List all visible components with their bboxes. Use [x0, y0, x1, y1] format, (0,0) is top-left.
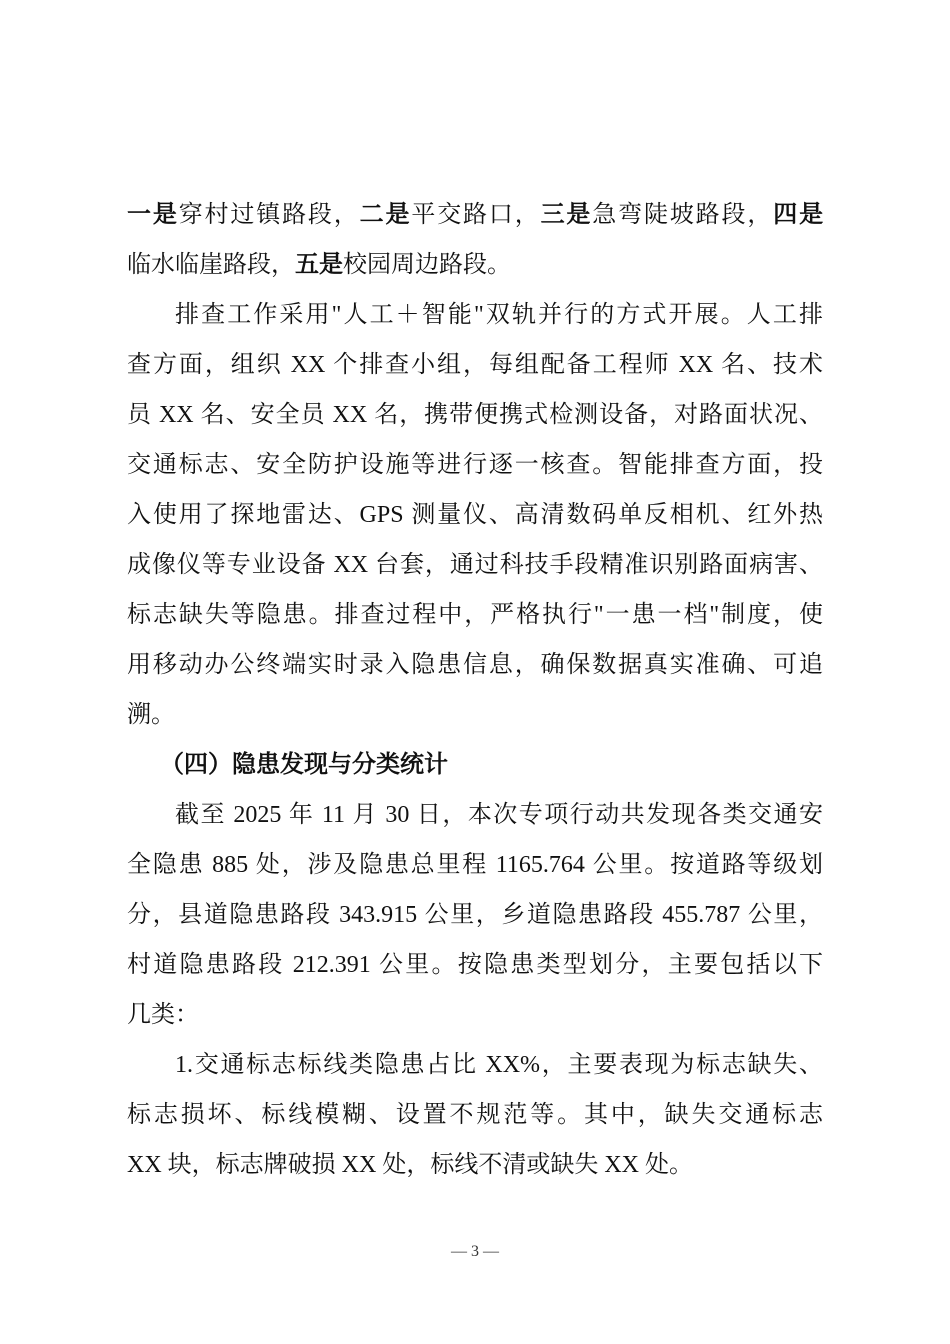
paragraph-line: 标志损坏、标线模糊、设置不规范等。其中，缺失交通标志 [127, 1102, 823, 1128]
paragraph-line: 交通标志、安全防护设施等进行逐一核查。智能排查方面，投 [127, 452, 823, 478]
bold-lead: 四是 [773, 202, 824, 228]
document-body [127, 190, 823, 1190]
paragraph-line: 溯。 [127, 702, 175, 728]
paragraph-line: 入使用了探地雷达、GPS 测量仪、高清数码单反相机、红外热 [127, 502, 823, 528]
paragraph-line: 员 XX 名、安全员 XX 名，携带便携式检测设备，对路面状况、 [127, 402, 823, 428]
text: 急弯陡坡路段， [592, 202, 774, 228]
bold-lead: 一是 [127, 202, 179, 228]
paragraph-line [127, 240, 823, 290]
paragraph-line: XX 块，标志牌破损 XX 处，标线不清或缺失 XX 处。 [127, 1152, 693, 1178]
paragraph-line: 用移动办公终端实时录入隐患信息，确保数据真实准确、可追 [127, 652, 823, 678]
paragraph-line: 村道隐患路段 212.391 公里。按隐患类型划分，主要包括以下 [127, 952, 823, 978]
paragraph-line [127, 190, 823, 240]
paragraph-line: 1.交通标志标线类隐患占比 XX%，主要表现为标志缺失、 [175, 1052, 823, 1078]
paragraph-line: 标志缺失等隐患。排查过程中，严格执行"一患一档"制度，使 [127, 602, 823, 628]
page-number: — 3 — [451, 1243, 499, 1260]
paragraph-line: 成像仪等专业设备 XX 台套，通过科技手段精准识别路面病害、 [127, 552, 823, 578]
text: 临水临崖路段， [127, 252, 295, 278]
paragraph-line: 几类： [127, 1002, 199, 1028]
paragraph-line: 排查工作采用"人工＋智能"双轨并行的方式开展。人工排 [175, 302, 823, 328]
paragraph-line: 查方面，组织 XX 个排查小组，每组配备工程师 XX 名、技术 [127, 352, 823, 378]
bold-lead: 二是 [359, 202, 412, 228]
text: 校园周边路段。 [343, 252, 511, 278]
bold-lead: 五是 [295, 252, 343, 278]
section-heading: （四）隐患发现与分类统计 [160, 752, 448, 778]
paragraph-line: 分，县道隐患路段 343.915 公里，乡道隐患路段 455.787 公里， [127, 902, 823, 928]
bold-lead: 三是 [540, 202, 593, 228]
text: 平交路口， [411, 202, 541, 228]
text: 穿村过镇路段， [178, 202, 360, 228]
paragraph-line: 截至 2025 年 11 月 30 日，本次专项行动共发现各类交通安 [175, 802, 823, 828]
paragraph-line: 全隐患 885 处，涉及隐患总里程 1165.764 公里。按道路等级划 [127, 852, 823, 878]
